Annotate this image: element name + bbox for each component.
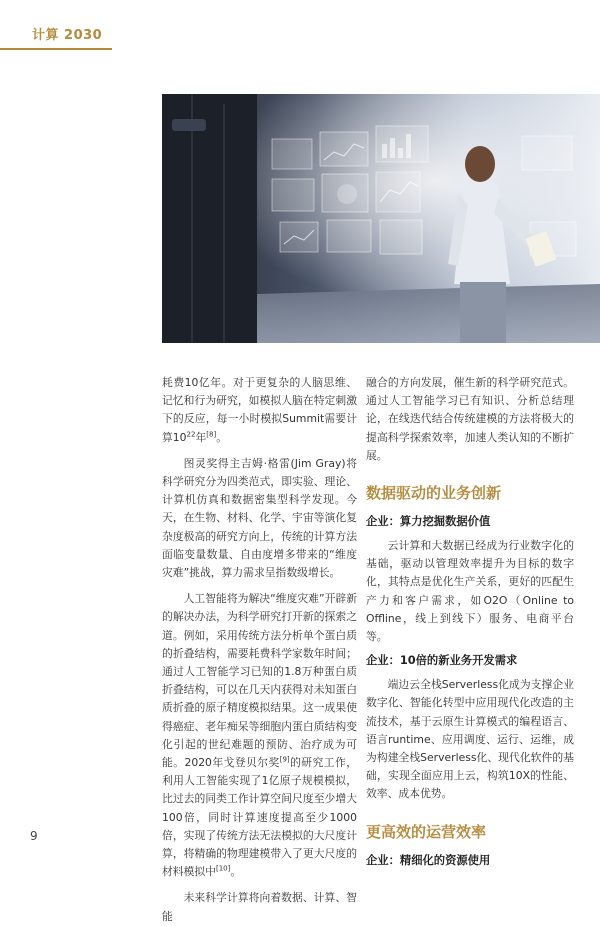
left-paragraph-3: 人工智能将为解决“维度灾难”开辟新的解决办法，为科学研究打开新的探索之道。例如，采用传统方法分析单个蛋白质的折叠结构，需要耗费科学家数年时间；通过人工智能学习已知的1.8万种蛋白质折叠结构，可以在几天内获得对未知蛋白质折叠的原子精度模拟结果。这一成果使得癌症、老年痴呆等细胞内蛋白质结构变化引起的世纪难题的预防、治疗成为可能。2020年戈登贝尔奖[9]的研究工作，利用人工智能实现了1亿原子规模模拟，比过去的同类工作计算空间尺度至少增大100倍，同时计算速度提高至少1000倍，实现了传统方法无法模拟的大尺度计算，将精确的物理建模带入了更大尺度的材料模拟中[10]。 xyxy=(162,592,357,879)
sub-title-compute-data-value: 企业：算力挖掘数据价值 xyxy=(366,515,491,529)
section-title-efficiency: 更高效的运营效率 xyxy=(366,822,487,841)
sub-title-new-business: 企业：10倍的新业务开发需求 xyxy=(366,654,518,668)
left-paragraph-1: 耗费10亿年。对于更复杂的人脑思维、记忆和行为研究，如模拟人脑在特定刺激下的反应，每一小时模拟Summit需要计算$10^{22}$年[8]。 xyxy=(162,376,357,444)
section-title-data-driven: 数据驱动的业务创新 xyxy=(366,484,502,503)
page-number: 9 xyxy=(30,829,38,843)
left-paragraph-2: 图灵奖得主吉姆·格雷(Jim Gray)将科学研究分为四类范式，即实验、理论、计算机仿真和数据密集型科学发现。今天，在生物、材料、化学、宇宙等演化复杂度极高的研究方向上，传统的计算方法面临变量数量、自由度增多带来的“维度灾难”挑战，算力需求呈指数级增长。 xyxy=(162,456,357,580)
right-paragraph-1: 融合的方向发展，催生新的科学研究范式。通过人工智能学习已有知识、分析总结理论，在线迭代结合传统建模的方法将极大的提高科学探索效率，加速人类认知的不断扩展。 xyxy=(366,376,574,462)
sub-title-resource-usage: 企业：精细化的资源使用 xyxy=(366,853,491,867)
hero-image xyxy=(162,94,600,343)
right-column xyxy=(366,374,574,876)
header-label: 计算 2030 xyxy=(32,28,103,43)
sub1-body: 云计算和大数据已经成为行业数字化的基础，驱动以管理效率提升为目标的数字化，其特点是优化生产关系，更好的匹配生产力和客户需求，如O2O（Online to Offline，线上到线下）服务、电商平台等。 xyxy=(366,539,574,644)
header-rule xyxy=(0,48,112,50)
sub2-body: 端边云全栈Serverless化成为支撑企业数字化、智能化转型中应用现代化改造的主流技术，基于云原生计算模式的编程语言、语言runtime、应用调度、运行、运维，成为构建全栈Serverless化、现代化软件的基础，实现全面应用上云，构筑10X的性能、效率、成本优势。 xyxy=(366,678,574,801)
hero-illustration xyxy=(162,94,600,343)
left-column xyxy=(162,374,357,926)
left-paragraph-4: 未来科学计算将向着数据、计算、智能 xyxy=(162,891,357,923)
